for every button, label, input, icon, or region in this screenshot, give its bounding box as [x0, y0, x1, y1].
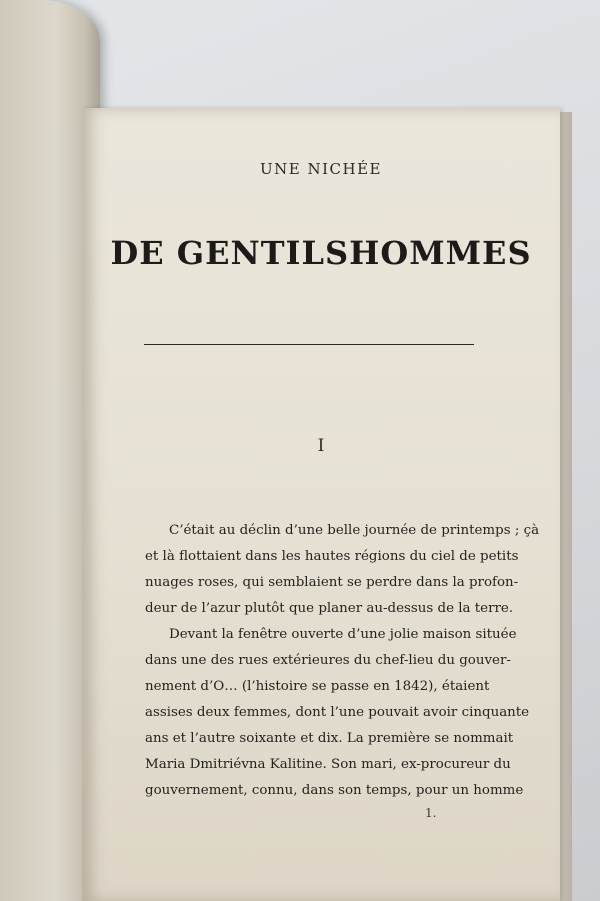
text-line: nuages roses, qui semblaient se perdre dans la profon-: [145, 575, 519, 590]
body-text: [145, 518, 540, 804]
text-line: deur de l’azur plutôt que planer au-dessus de la terre.: [145, 601, 514, 616]
text-line: assises deux femmes, dont l’une pouvait avoir cinquante: [145, 705, 530, 720]
main-title: DE GENTILSHOMMES: [110, 234, 532, 272]
page-folio: 1.: [425, 806, 437, 820]
text-line: et là flottaient dans les hautes régions du ciel de petits: [145, 549, 519, 564]
chapter-number: I: [317, 436, 325, 456]
text-line: Devant la fenêtre ouverte d’une jolie maison située: [169, 627, 517, 642]
text-line: ans et l’autre soixante et dix. La première se nommait: [145, 731, 514, 746]
running-title: UNE NICHÉE: [260, 160, 382, 178]
title-rule: [144, 344, 474, 345]
page-edge: [560, 112, 572, 901]
text-line: Maria Dmitriévna Kalitine. Son mari, ex-procureur du: [145, 757, 511, 772]
text-line: nement d’O… (l’histoire se passe en 1842), étaient: [145, 679, 490, 694]
text-line: C’était au déclin d’une belle journée de printemps ; çà: [169, 523, 540, 538]
text-line: dans une des rues extérieures du chef-lieu du gouver-: [145, 653, 511, 668]
text-line: gouvernement, connu, dans son temps, pour un homme: [145, 783, 524, 798]
